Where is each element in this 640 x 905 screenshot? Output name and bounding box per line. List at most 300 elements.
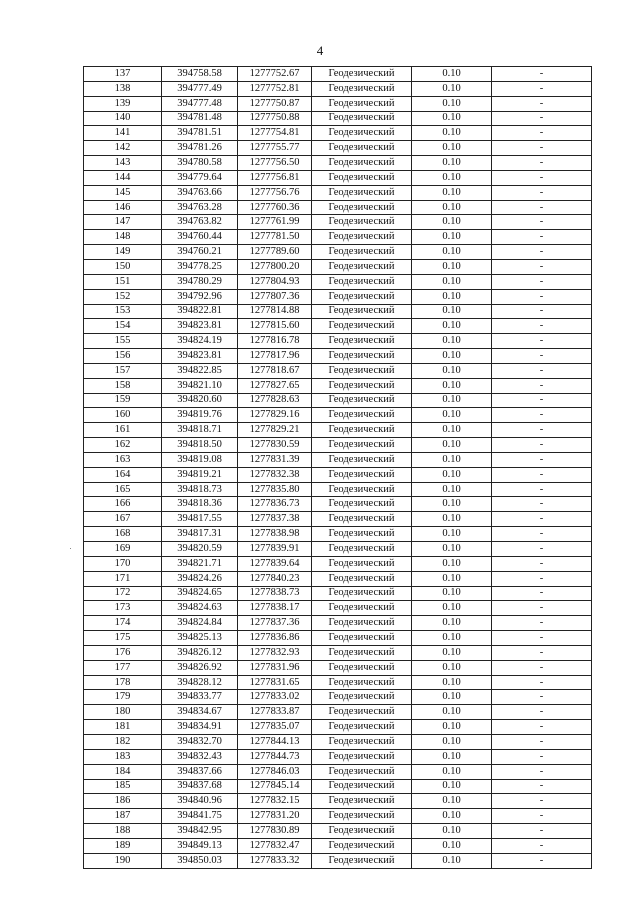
table-row: [84, 660, 592, 675]
description-cell: -: [492, 571, 592, 586]
x-coordinate-cell: 394822.85: [162, 363, 238, 378]
method-cell: Геодезический: [312, 334, 412, 349]
accuracy-cell: 0.10: [412, 601, 492, 616]
point-number-cell: 169: [84, 542, 162, 557]
x-coordinate-cell: 394832.43: [162, 749, 238, 764]
accuracy-cell: 0.10: [412, 542, 492, 557]
point-number-cell: 179: [84, 690, 162, 705]
table-row: [84, 259, 592, 274]
accuracy-cell: 0.10: [412, 838, 492, 853]
method-cell: Геодезический: [312, 497, 412, 512]
y-coordinate-cell: 1277827.65: [238, 378, 312, 393]
table-row: [84, 289, 592, 304]
point-number-cell: 145: [84, 185, 162, 200]
y-coordinate-cell: 1277833.02: [238, 690, 312, 705]
accuracy-cell: 0.10: [412, 245, 492, 260]
table-row: [84, 497, 592, 512]
table-row: [84, 230, 592, 245]
point-number-cell: 187: [84, 809, 162, 824]
table-row: [84, 349, 592, 364]
point-number-cell: 150: [84, 259, 162, 274]
table-row: [84, 81, 592, 96]
description-cell: -: [492, 853, 592, 868]
description-cell: -: [492, 631, 592, 646]
point-number-cell: 186: [84, 794, 162, 809]
accuracy-cell: 0.10: [412, 230, 492, 245]
description-cell: -: [492, 141, 592, 156]
x-coordinate-cell: 394824.84: [162, 616, 238, 631]
table-row: [84, 690, 592, 705]
y-coordinate-cell: 1277831.96: [238, 660, 312, 675]
point-number-cell: 170: [84, 556, 162, 571]
description-cell: -: [492, 542, 592, 557]
accuracy-cell: 0.10: [412, 200, 492, 215]
method-cell: Геодезический: [312, 185, 412, 200]
method-cell: Геодезический: [312, 141, 412, 156]
x-coordinate-cell: 394760.21: [162, 245, 238, 260]
description-cell: -: [492, 660, 592, 675]
x-coordinate-cell: 394837.68: [162, 779, 238, 794]
y-coordinate-cell: 1277752.67: [238, 67, 312, 82]
description-cell: -: [492, 497, 592, 512]
point-number-cell: 184: [84, 764, 162, 779]
description-cell: -: [492, 185, 592, 200]
y-coordinate-cell: 1277835.07: [238, 720, 312, 735]
x-coordinate-cell: 394818.73: [162, 482, 238, 497]
method-cell: Геодезический: [312, 690, 412, 705]
y-coordinate-cell: 1277844.13: [238, 734, 312, 749]
point-number-cell: 163: [84, 452, 162, 467]
x-coordinate-cell: 394824.26: [162, 571, 238, 586]
description-cell: -: [492, 289, 592, 304]
y-coordinate-cell: 1277800.20: [238, 259, 312, 274]
y-coordinate-cell: 1277840.23: [238, 571, 312, 586]
coordinates-table: [83, 66, 592, 869]
y-coordinate-cell: 1277832.47: [238, 838, 312, 853]
description-cell: -: [492, 586, 592, 601]
table-row: [84, 452, 592, 467]
table-row: [84, 274, 592, 289]
x-coordinate-cell: 394828.12: [162, 675, 238, 690]
accuracy-cell: 0.10: [412, 185, 492, 200]
accuracy-cell: 0.10: [412, 319, 492, 334]
point-number-cell: 142: [84, 141, 162, 156]
point-number-cell: 177: [84, 660, 162, 675]
description-cell: -: [492, 245, 592, 260]
y-coordinate-cell: 1277828.63: [238, 393, 312, 408]
description-cell: -: [492, 304, 592, 319]
accuracy-cell: 0.10: [412, 660, 492, 675]
point-number-cell: 160: [84, 408, 162, 423]
y-coordinate-cell: 1277832.38: [238, 467, 312, 482]
x-coordinate-cell: 394819.08: [162, 452, 238, 467]
description-cell: -: [492, 259, 592, 274]
description-cell: -: [492, 96, 592, 111]
accuracy-cell: 0.10: [412, 809, 492, 824]
y-coordinate-cell: 1277789.60: [238, 245, 312, 260]
accuracy-cell: 0.10: [412, 304, 492, 319]
table-row: [84, 556, 592, 571]
accuracy-cell: 0.10: [412, 527, 492, 542]
table-row: [84, 809, 592, 824]
x-coordinate-cell: 394824.65: [162, 586, 238, 601]
x-coordinate-cell: 394778.25: [162, 259, 238, 274]
y-coordinate-cell: 1277838.17: [238, 601, 312, 616]
y-coordinate-cell: 1277752.81: [238, 81, 312, 96]
method-cell: Геодезический: [312, 230, 412, 245]
accuracy-cell: 0.10: [412, 156, 492, 171]
description-cell: -: [492, 705, 592, 720]
description-cell: -: [492, 482, 592, 497]
y-coordinate-cell: 1277836.73: [238, 497, 312, 512]
accuracy-cell: 0.10: [412, 645, 492, 660]
point-number-cell: 167: [84, 512, 162, 527]
method-cell: Геодезический: [312, 512, 412, 527]
description-cell: -: [492, 645, 592, 660]
accuracy-cell: 0.10: [412, 393, 492, 408]
x-coordinate-cell: 394779.64: [162, 170, 238, 185]
y-coordinate-cell: 1277832.93: [238, 645, 312, 660]
point-number-cell: 141: [84, 126, 162, 141]
description-cell: -: [492, 675, 592, 690]
method-cell: Геодезический: [312, 274, 412, 289]
accuracy-cell: 0.10: [412, 423, 492, 438]
point-number-cell: 137: [84, 67, 162, 82]
point-number-cell: 151: [84, 274, 162, 289]
y-coordinate-cell: 1277845.14: [238, 779, 312, 794]
method-cell: Геодезический: [312, 838, 412, 853]
method-cell: Геодезический: [312, 779, 412, 794]
point-number-cell: 190: [84, 853, 162, 868]
description-cell: -: [492, 452, 592, 467]
x-coordinate-cell: 394763.28: [162, 200, 238, 215]
point-number-cell: 156: [84, 349, 162, 364]
description-cell: -: [492, 126, 592, 141]
method-cell: Геодезический: [312, 631, 412, 646]
table-row: [84, 601, 592, 616]
x-coordinate-cell: 394833.77: [162, 690, 238, 705]
method-cell: Геодезический: [312, 200, 412, 215]
point-number-cell: 161: [84, 423, 162, 438]
table-row: [84, 824, 592, 839]
x-coordinate-cell: 394826.92: [162, 660, 238, 675]
method-cell: Геодезический: [312, 527, 412, 542]
table-row: [84, 170, 592, 185]
method-cell: Геодезический: [312, 571, 412, 586]
method-cell: Геодезический: [312, 542, 412, 557]
point-number-cell: 174: [84, 616, 162, 631]
point-number-cell: 147: [84, 215, 162, 230]
description-cell: -: [492, 779, 592, 794]
y-coordinate-cell: 1277756.81: [238, 170, 312, 185]
description-cell: -: [492, 438, 592, 453]
table-row: [84, 616, 592, 631]
point-number-cell: 154: [84, 319, 162, 334]
point-number-cell: 148: [84, 230, 162, 245]
method-cell: Геодезический: [312, 423, 412, 438]
x-coordinate-cell: 394781.51: [162, 126, 238, 141]
description-cell: -: [492, 378, 592, 393]
y-coordinate-cell: 1277781.50: [238, 230, 312, 245]
method-cell: Геодезический: [312, 645, 412, 660]
coordinates-table-body: [84, 67, 592, 869]
point-number-cell: 188: [84, 824, 162, 839]
description-cell: -: [492, 512, 592, 527]
x-coordinate-cell: 394821.10: [162, 378, 238, 393]
point-number-cell: 149: [84, 245, 162, 260]
accuracy-cell: 0.10: [412, 349, 492, 364]
accuracy-cell: 0.10: [412, 259, 492, 274]
y-coordinate-cell: 1277837.36: [238, 616, 312, 631]
description-cell: -: [492, 809, 592, 824]
y-coordinate-cell: 1277754.81: [238, 126, 312, 141]
table-row: [84, 631, 592, 646]
description-cell: -: [492, 170, 592, 185]
accuracy-cell: 0.10: [412, 705, 492, 720]
point-number-cell: 138: [84, 81, 162, 96]
accuracy-cell: 0.10: [412, 215, 492, 230]
description-cell: -: [492, 734, 592, 749]
x-coordinate-cell: 394822.81: [162, 304, 238, 319]
method-cell: Геодезический: [312, 81, 412, 96]
table-row: [84, 111, 592, 126]
point-number-cell: 176: [84, 645, 162, 660]
x-coordinate-cell: 394818.50: [162, 438, 238, 453]
accuracy-cell: 0.10: [412, 616, 492, 631]
y-coordinate-cell: 1277838.98: [238, 527, 312, 542]
description-cell: -: [492, 616, 592, 631]
accuracy-cell: 0.10: [412, 675, 492, 690]
method-cell: Геодезический: [312, 438, 412, 453]
method-cell: Геодезический: [312, 482, 412, 497]
accuracy-cell: 0.10: [412, 438, 492, 453]
x-coordinate-cell: 394780.29: [162, 274, 238, 289]
x-coordinate-cell: 394837.66: [162, 764, 238, 779]
y-coordinate-cell: 1277816.78: [238, 334, 312, 349]
method-cell: Геодезический: [312, 126, 412, 141]
method-cell: Геодезический: [312, 660, 412, 675]
point-number-cell: 166: [84, 497, 162, 512]
accuracy-cell: 0.10: [412, 794, 492, 809]
method-cell: Геодезический: [312, 601, 412, 616]
method-cell: Геодезический: [312, 215, 412, 230]
method-cell: Геодезический: [312, 67, 412, 82]
method-cell: Геодезический: [312, 245, 412, 260]
x-coordinate-cell: 394777.49: [162, 81, 238, 96]
page-number: 4: [316, 43, 324, 58]
y-coordinate-cell: 1277831.20: [238, 809, 312, 824]
x-coordinate-cell: 394818.36: [162, 497, 238, 512]
description-cell: -: [492, 319, 592, 334]
y-coordinate-cell: 1277829.16: [238, 408, 312, 423]
point-number-cell: 146: [84, 200, 162, 215]
x-coordinate-cell: 394792.96: [162, 289, 238, 304]
y-coordinate-cell: 1277839.64: [238, 556, 312, 571]
point-number-cell: 183: [84, 749, 162, 764]
x-coordinate-cell: 394850.03: [162, 853, 238, 868]
y-coordinate-cell: 1277837.38: [238, 512, 312, 527]
x-coordinate-cell: 394818.71: [162, 423, 238, 438]
accuracy-cell: 0.10: [412, 274, 492, 289]
method-cell: Геодезический: [312, 259, 412, 274]
method-cell: Геодезический: [312, 749, 412, 764]
y-coordinate-cell: 1277750.88: [238, 111, 312, 126]
y-coordinate-cell: 1277844.73: [238, 749, 312, 764]
point-number-cell: 153: [84, 304, 162, 319]
point-number-cell: 180: [84, 705, 162, 720]
accuracy-cell: 0.10: [412, 378, 492, 393]
method-cell: Геодезический: [312, 111, 412, 126]
accuracy-cell: 0.10: [412, 512, 492, 527]
description-cell: -: [492, 111, 592, 126]
description-cell: -: [492, 749, 592, 764]
accuracy-cell: 0.10: [412, 111, 492, 126]
accuracy-cell: 0.10: [412, 631, 492, 646]
table-row: [84, 215, 592, 230]
y-coordinate-cell: 1277831.39: [238, 452, 312, 467]
x-coordinate-cell: 394821.71: [162, 556, 238, 571]
description-cell: -: [492, 794, 592, 809]
method-cell: Геодезический: [312, 156, 412, 171]
table-row: [84, 645, 592, 660]
accuracy-cell: 0.10: [412, 497, 492, 512]
description-cell: -: [492, 393, 592, 408]
table-row: [84, 408, 592, 423]
x-coordinate-cell: 394823.81: [162, 349, 238, 364]
description-cell: -: [492, 408, 592, 423]
x-coordinate-cell: 394817.55: [162, 512, 238, 527]
description-cell: -: [492, 556, 592, 571]
method-cell: Геодезический: [312, 764, 412, 779]
accuracy-cell: 0.10: [412, 482, 492, 497]
point-number-cell: 159: [84, 393, 162, 408]
table-row: [84, 779, 592, 794]
accuracy-cell: 0.10: [412, 141, 492, 156]
x-coordinate-cell: 394777.48: [162, 96, 238, 111]
y-coordinate-cell: 1277835.80: [238, 482, 312, 497]
y-coordinate-cell: 1277838.73: [238, 586, 312, 601]
point-number-cell: 144: [84, 170, 162, 185]
accuracy-cell: 0.10: [412, 571, 492, 586]
point-number-cell: 140: [84, 111, 162, 126]
point-number-cell: 181: [84, 720, 162, 735]
method-cell: Геодезический: [312, 467, 412, 482]
y-coordinate-cell: 1277755.77: [238, 141, 312, 156]
table-row: [84, 749, 592, 764]
x-coordinate-cell: 394824.19: [162, 334, 238, 349]
point-number-cell: 139: [84, 96, 162, 111]
description-cell: -: [492, 67, 592, 82]
accuracy-cell: 0.10: [412, 779, 492, 794]
table-row: [84, 482, 592, 497]
table-row: [84, 185, 592, 200]
table-row: [84, 853, 592, 868]
point-number-cell: 157: [84, 363, 162, 378]
y-coordinate-cell: 1277750.87: [238, 96, 312, 111]
y-coordinate-cell: 1277830.59: [238, 438, 312, 453]
x-coordinate-cell: 394763.66: [162, 185, 238, 200]
y-coordinate-cell: 1277833.87: [238, 705, 312, 720]
accuracy-cell: 0.10: [412, 556, 492, 571]
scan-speck: [70, 548, 71, 549]
method-cell: Геодезический: [312, 96, 412, 111]
table-row: [84, 675, 592, 690]
method-cell: Геодезический: [312, 734, 412, 749]
table-row: [84, 126, 592, 141]
table-row: [84, 438, 592, 453]
y-coordinate-cell: 1277836.86: [238, 631, 312, 646]
method-cell: Геодезический: [312, 675, 412, 690]
description-cell: -: [492, 824, 592, 839]
accuracy-cell: 0.10: [412, 734, 492, 749]
y-coordinate-cell: 1277807.36: [238, 289, 312, 304]
y-coordinate-cell: 1277829.21: [238, 423, 312, 438]
description-cell: -: [492, 274, 592, 289]
method-cell: Геодезический: [312, 556, 412, 571]
accuracy-cell: 0.10: [412, 363, 492, 378]
accuracy-cell: 0.10: [412, 824, 492, 839]
description-cell: -: [492, 349, 592, 364]
description-cell: -: [492, 334, 592, 349]
point-number-cell: 189: [84, 838, 162, 853]
accuracy-cell: 0.10: [412, 96, 492, 111]
accuracy-cell: 0.10: [412, 408, 492, 423]
method-cell: Геодезический: [312, 304, 412, 319]
point-number-cell: 152: [84, 289, 162, 304]
x-coordinate-cell: 394758.58: [162, 67, 238, 82]
accuracy-cell: 0.10: [412, 170, 492, 185]
x-coordinate-cell: 394826.12: [162, 645, 238, 660]
accuracy-cell: 0.10: [412, 289, 492, 304]
method-cell: Геодезический: [312, 319, 412, 334]
table-row: [84, 156, 592, 171]
x-coordinate-cell: 394819.21: [162, 467, 238, 482]
method-cell: Геодезический: [312, 408, 412, 423]
method-cell: Геодезический: [312, 289, 412, 304]
x-coordinate-cell: 394834.91: [162, 720, 238, 735]
x-coordinate-cell: 394817.31: [162, 527, 238, 542]
x-coordinate-cell: 394781.26: [162, 141, 238, 156]
description-cell: -: [492, 215, 592, 230]
x-coordinate-cell: 394763.82: [162, 215, 238, 230]
x-coordinate-cell: 394760.44: [162, 230, 238, 245]
method-cell: Геодезический: [312, 349, 412, 364]
description-cell: -: [492, 423, 592, 438]
point-number-cell: 158: [84, 378, 162, 393]
accuracy-cell: 0.10: [412, 126, 492, 141]
accuracy-cell: 0.10: [412, 586, 492, 601]
accuracy-cell: 0.10: [412, 720, 492, 735]
table-row: [84, 527, 592, 542]
x-coordinate-cell: 394819.76: [162, 408, 238, 423]
y-coordinate-cell: 1277831.65: [238, 675, 312, 690]
method-cell: Геодезический: [312, 705, 412, 720]
x-coordinate-cell: 394823.81: [162, 319, 238, 334]
point-number-cell: 172: [84, 586, 162, 601]
y-coordinate-cell: 1277832.15: [238, 794, 312, 809]
accuracy-cell: 0.10: [412, 749, 492, 764]
table-row: [84, 720, 592, 735]
point-number-cell: 185: [84, 779, 162, 794]
point-number-cell: 155: [84, 334, 162, 349]
x-coordinate-cell: 394832.70: [162, 734, 238, 749]
method-cell: Геодезический: [312, 853, 412, 868]
description-cell: -: [492, 601, 592, 616]
description-cell: -: [492, 363, 592, 378]
x-coordinate-cell: 394820.60: [162, 393, 238, 408]
y-coordinate-cell: 1277756.50: [238, 156, 312, 171]
method-cell: Геодезический: [312, 809, 412, 824]
